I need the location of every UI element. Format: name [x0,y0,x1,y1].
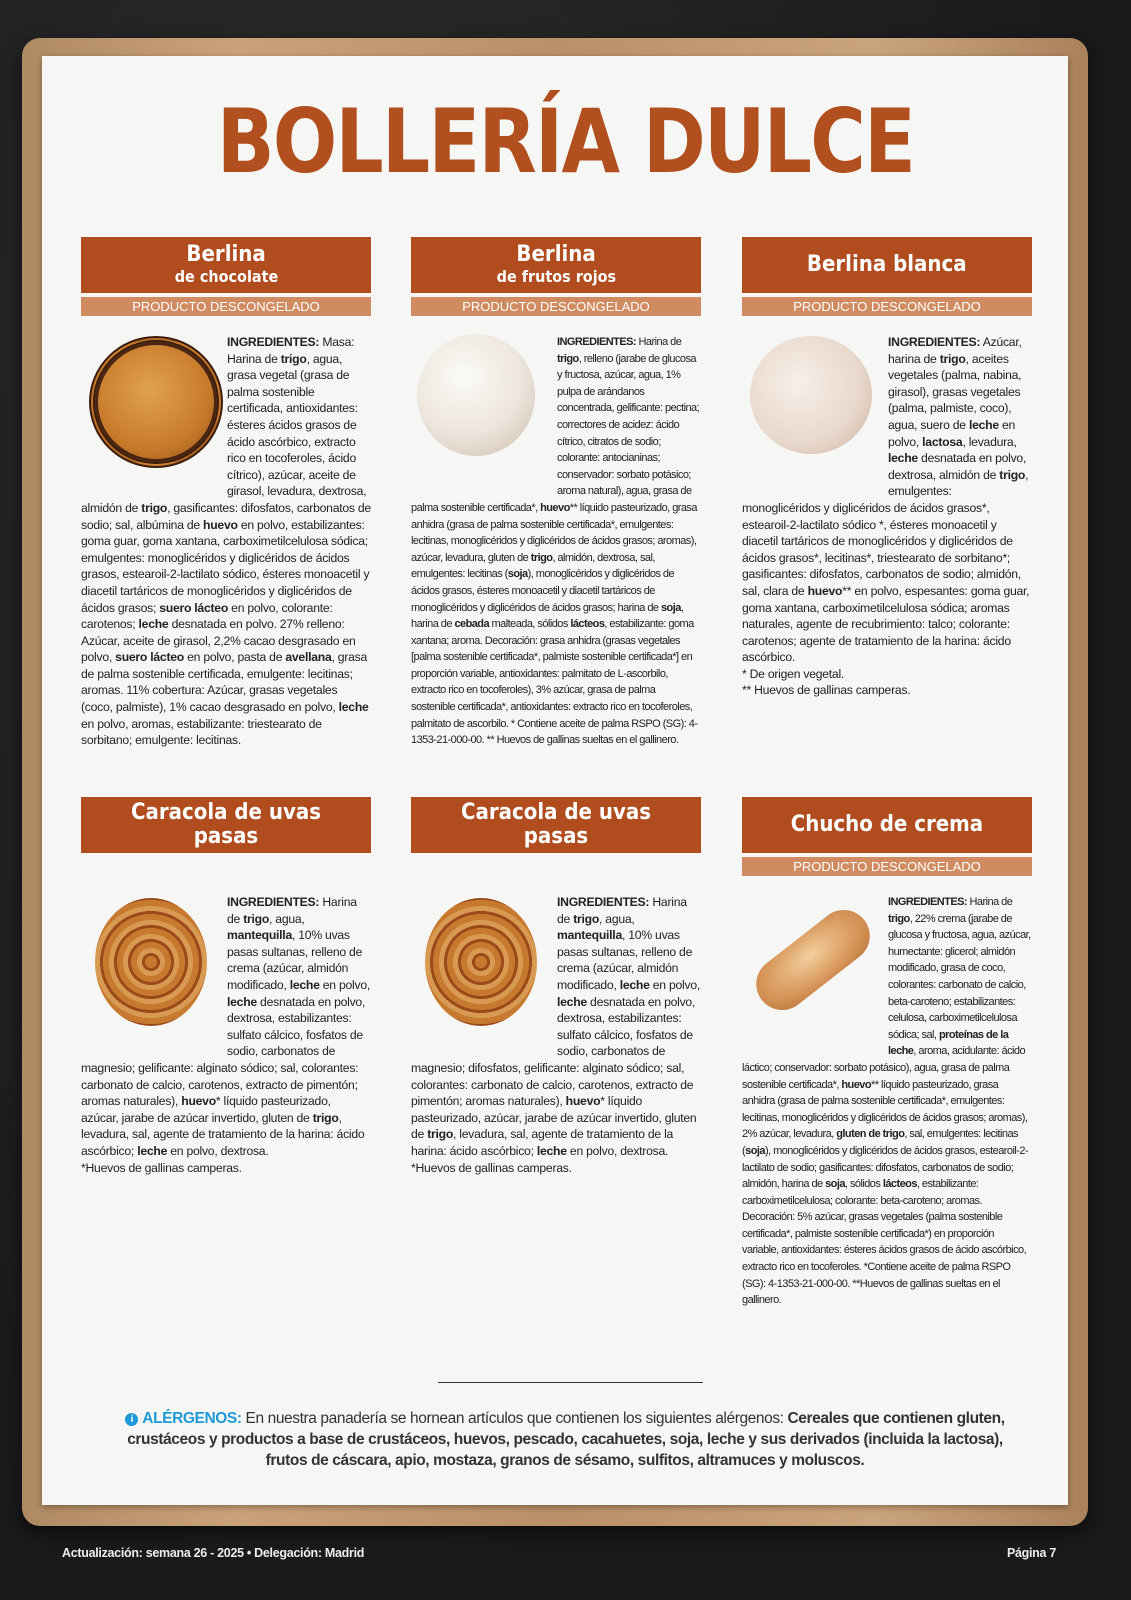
ingredients-footnote: * De origen vegetal. [742,666,845,681]
allergen-highlight: huevo [203,517,238,532]
allergen-highlight: trigo [939,351,966,366]
allergen-highlight: huevo [807,583,843,598]
product-header [742,237,1032,293]
product-name: Berlina [516,242,596,267]
allergen-highlight: huevo [181,1094,216,1109]
product-card [742,237,1032,699]
product-header [742,797,1032,853]
allergen-intro: En nuestra panadería se hornean artículos que contienen los siguientes alérgenos: [241,1410,788,1427]
allergen-highlight: soja [745,1144,765,1157]
white-berlina-icon [742,334,888,484]
ingredients-footnote: *Huevos de gallinas camperas. [81,1160,242,1175]
defrosted-badge: PRODUCTO DESCONGELADO [81,297,371,316]
product-header [81,237,371,293]
product-header [81,797,371,853]
food-photo [746,899,880,1020]
divider [438,1382,703,1383]
allergen-highlight: suero lácteo [159,600,229,615]
allergen-highlight: INGREDIENTES: [557,336,637,348]
product-card [411,797,701,1176]
cream-bun-icon [742,894,888,1044]
ingredients-text: INGREDIENTES: Harina de trigo, agua, mantequilla, 10% uvas pasas sultanas, relleno de crema (azúcar, almidón modificado, leche en polvo, leche desnatada en polvo, dextrosa, estabilizantes: sulfato cálcico, fosfatos de sodio, carbonatos de magnesio; difosfatos, gelificante: alginato sódico; sal, colorantes: carbonato de calcio, carotenos, extracto de pimentón; aromas naturales), huevo* líquido pasteurizado, azúcar, jarabe de azúcar invertido, gluten de trigo, levadura, sal, agente de tratamiento de la harina: ácido ascórbico; leche en polvo, dextrosa. *Huevos de gallinas camperas. [411,895,700,1175]
sugar-berlina-icon [411,334,557,484]
ingredients-text: INGREDIENTES: Harina de trigo, relleno (jarabe de glucosa y fructosa, azúcar, agua, 1% pulpa de arándanos concentrada, gelificante: pectina; correctores de acidez: ácido cítrico, citratos de sodio; colorante: antocianinas; conservador: sorbato potásico; aroma natural), agua, grasa de palma sostenible certificada*, huevo** líquido pasteurizado, grasa anhidra (grasa de palma sostenible certificada*, emulgentes: lecitinas, monoglicéridos y diglicéridos de ácidos grasos; aromas), azúcar, levadura, gluten de trigo, almidón, dextrosa, sal, emulgentes: lecitinas (soja), monoglicéridos y diglicéridos de ácidos grasos, ésteres monoacetil y diacetil tartáricos de monoglicéridos y diglicéridos de ácidos grasos; harina de soja, harina de cebada malteada, sólidos lácteos, estabilizante: goma xantana; aroma. Decoración: grasa anhidra (grasas vegetales [palma sostenible certificada*, palmiste sostenible certificada*] en proporción variable, antioxidantes: palmitato de L-ascorbilo, extracto rico en tocoferoles), 3% azúcar, grasa de palma sostenible certificada*, antioxidantes: extracto rico en tocoferoles, palmitato de ascorbilo. * Contiene aceite de palma RSPO (SG): 4-1353-21-000-00. ** Huevos de gallinas sueltas en el gallinero. [411,336,700,747]
allergen-label: ALÉRGENOS: [142,1410,242,1427]
allergen-highlight: leche [619,977,650,992]
product-subname: de frutos rojos [496,267,616,286]
food-photo [750,336,872,454]
allergen-highlight: trigo [573,911,600,926]
product-card [81,797,371,1176]
footer-page-number: Página 7 [1006,1546,1056,1560]
allergen-highlight: INGREDIENTES: [888,896,968,908]
product-header [411,237,701,293]
food-photo [417,334,535,456]
raisin-snail-icon [411,894,557,1044]
allergen-notice [105,1408,1025,1471]
allergen-highlight: INGREDIENTES: [557,895,650,909]
allergen-highlight: mantequilla [227,928,292,943]
allergen-highlight: soja [660,601,681,614]
allergen-highlight: leche [289,977,320,992]
footer-update-info: Actualización: semana 26 - 2025 • Delegación: Madrid [62,1546,365,1560]
product-header [411,797,701,853]
food-photo [89,336,223,468]
defrosted-badge: PRODUCTO DESCONGELADO [411,297,701,316]
allergen-list: Cereales que contienen gluten, crustáceos y productos a base de crustáceos, huevos, pescado, cacahuetes, soja, leche y sus derivados (incluida la lactosa), frutos de cáscara, apio, mostaza, granos de sésamo, sulfitos, altramuces y moluscos. [127,1410,1005,1469]
allergen-highlight: soja [825,1178,845,1191]
allergen-highlight: cebada [454,618,490,631]
allergen-highlight: leche [338,700,369,715]
ingredients-footnote: ** Huevos de gallinas camperas. [742,683,911,698]
allergen-highlight: INGREDIENTES: [888,335,981,349]
allergen-highlight: trigo [243,911,270,926]
allergen-highlight: trigo [557,352,579,365]
allergen-highlight: soja [507,568,528,581]
allergen-highlight: trigo [312,1110,339,1125]
allergen-highlight: leche [137,1143,168,1158]
allergen-highlight: suero lácteo [115,650,184,665]
allergen-highlight: INGREDIENTES: [227,335,320,349]
allergen-highlight: mantequilla [557,928,622,943]
allergen-highlight: leche [138,617,169,632]
product-name: Berlina [186,242,266,267]
product-subname: de chocolate [174,267,278,286]
allergen-highlight: gluten de trigo [836,1128,905,1141]
ingredients-text: INGREDIENTES: Azúcar, harina de trigo, aceites vegetales (palma, nabina, girasol), grasas vegetales (palma, palmiste, coco), agua, suero de leche en polvo, lactosa, levadura, leche desnatada en polvo, dextrosa, almidón de trigo, emulgentes: monoglicéridos y diglicéridos de ácidos grasos*, estearoil-2-lactilato sódico *, ésteres monoacetil y diacetil tartáricos de monoglicéridos y diglicéridos de ácidos grasos*, lecitinas*, triestearato de sorbitano*; gasificantes: difosfatos, carbonatos de sodio; almidón, sal, clara de huevo** en polvo, espesantes: goma guar, goma xantana, carboximetilcelulosa sódica; aromas naturales, agente de recubrimiento: talco; colorante: carotenos; agente de tratamiento de la harina: ácido ascórbico. * De origen vegetal. ** Huevos de gallinas camperas. [742,334,1032,699]
allergen-highlight: lácteos [882,1178,917,1191]
allergen-highlight: trigo [141,500,168,515]
ingredients-text: INGREDIENTES: Harina de trigo, agua, mantequilla, 10% uvas pasas sultanas, relleno de crema (azúcar, almidón modificado, leche en polvo, leche desnatada en polvo, dextrosa, estabilizantes: sulfato cálcico, fosfatos de sodio, carbonatos de magnesio; gelificante: alginato sódico; sal, colorantes: carbonato de calcio, carotenos, extracto de pimentón; aromas naturales), huevo* líquido pasteurizado, azúcar, jarabe de azúcar invertido, gluten de trigo, levadura, sal, agente de tratamiento de la harina: ácido ascórbico; leche en polvo, dextrosa. *Huevos de gallinas camperas. [81,895,370,1175]
allergen-highlight: trigo [427,1127,454,1142]
allergen-highlight: leche [536,1143,567,1158]
allergen-highlight: leche [227,994,257,1009]
info-icon: i [125,1413,138,1426]
allergen-highlight: trigo [999,467,1026,482]
raisin-snail-icon [81,894,227,1044]
allergen-highlight: leche [888,451,918,466]
allergen-highlight: lactosa [922,434,963,449]
allergen-highlight: INGREDIENTES: [227,895,320,909]
allergen-highlight: leche [557,994,587,1009]
allergen-highlight: leche [968,417,999,432]
food-photo [95,898,207,1026]
product-name: Berlina blanca [807,252,967,277]
product-card [81,237,371,749]
product-name: Caracola de uvas pasas [460,800,652,849]
ingredients-footnote: *Huevos de gallinas camperas. [411,1160,572,1175]
allergen-highlight: avellana [285,650,332,665]
defrosted-badge: PRODUCTO DESCONGELADO [742,857,1032,876]
product-name: Chucho de crema [790,812,984,837]
product-card [411,237,701,749]
ingredients-text: INGREDIENTES: Harina de trigo, 22% crema (jarabe de glucosa y fructosa, agua, azúcar, humectante: glicerol; almidón modificado, grasa de coco, colorantes: carbonato de calcio, beta-caroteno; estabilizantes: celulosa, carboximetilcelulosa sódica; sal, proteínas de la leche, aroma, acidulante: ácido láctico; conservador: sorbato potásico), agua, grasa de palma sostenible certificada*, huevo** líquido pasteurizado, grasa anhidra (grasa de palma sostenible certificada*, emulgentes: lecitinas, monoglicéridos y diglicéridos de ácidos grasos; aromas), 2% azúcar, levadura, gluten de trigo, sal, emulgentes: lecitinas (soja), monoglicéridos y diglicéridos de ácidos grasos, estearoil-2-lactilato de sodio; gasificantes: difosfatos, carbonatos de sodio; almidón, harina de soja, sólidos lácteos, estabilizante: carboximetilcelulosa; colorante: beta-caroteno; aromas. Decoración: 5% azúcar, grasas vegetales (palma sostenible certificada*, palmiste sostenible certificada*) en proporción variable, antioxidantes: ésteres ácidos grasos de ácido ascórbico, extracto rico en tocoferoles. *Contiene aceite de palma RSPO (SG): 4-1353-21-000-00. **Huevos de gallinas sueltas en el gallinero. [742,896,1031,1307]
allergen-highlight: lácteos [570,618,605,631]
allergen-highlight: huevo [841,1078,872,1091]
allergen-highlight: huevo [565,1094,601,1109]
chocolate-berlina-icon [81,334,227,484]
ingredients-text: INGREDIENTES: Masa: Harina de trigo, agua, grasa vegetal (grasa de palma sostenible certificada, antioxidantes: ésteres ácidos grasos de ácido ascórbico, extracto rico en tocoferoles, ácido cítrico), azúcar, aceite de girasol, levadura, dextrosa, almidón de trigo, gasificantes: difosfatos, carbonatos de sodio; sal, albúmina de huevo en polvo, estabilizantes: goma guar, goma xantana, carboximetilcelulosa sódica; emulgentes: monoglicéridos y diglicéridos de ácidos grasos, estearoil-2-lactilato sódico, ésteres monoacetil y diacetil tartáricos de monoglicéridos y diglicéridos de ácidos grasos; suero lácteo en polvo, colorante: carotenos; leche desnatada en polvo. 27% relleno: Azúcar, aceite de girasol, 2,2% cacao desgrasado en polvo, suero lácteo en polvo, pasta de avellana, grasa de palma sostenible certificada, emulgente: lecitinas; aromas. 11% cobertura: Azúcar, grasas vegetales (coco, palmiste), 1% cacao desgrasado en polvo, leche en polvo, aromas, estabilizante: triestearato de sorbitano; emulgente: lecitinas. [81,335,371,748]
allergen-highlight: proteínas de la leche [888,1028,1009,1058]
allergen-highlight: huevo [540,501,570,514]
page-title: BOLLERÍA DULCE [216,90,915,193]
allergen-highlight: trigo [888,912,910,925]
defrosted-badge: PRODUCTO DESCONGELADO [742,297,1032,316]
product-name: Caracola de uvas pasas [130,800,322,849]
food-photo [425,898,537,1026]
product-card [742,797,1032,1309]
allergen-highlight: trigo [530,551,553,564]
allergen-highlight: trigo [280,351,307,366]
